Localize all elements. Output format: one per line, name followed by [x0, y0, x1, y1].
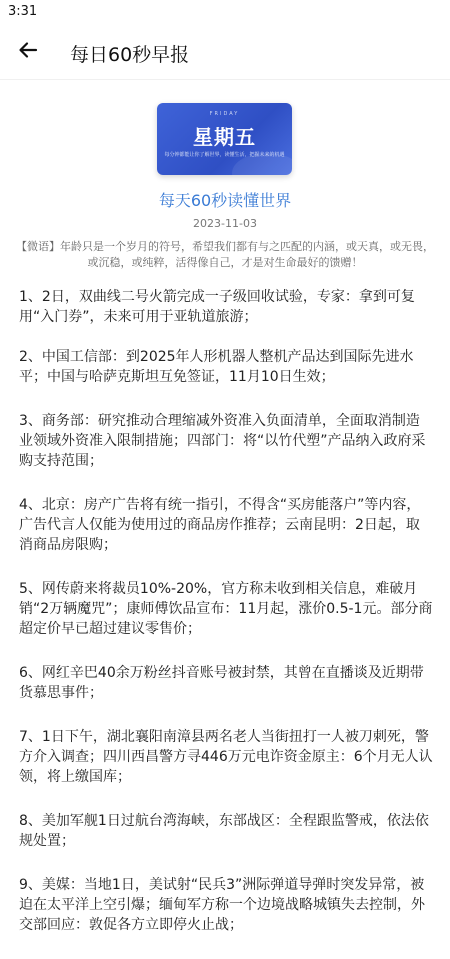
issue-date: 2023-11-03 — [193, 217, 257, 230]
banner-decoration — [232, 153, 302, 193]
news-item: 8、美加军舰1日过航台湾海峡，东部战区：全程跟监警戒，依法依规处置； — [19, 813, 429, 849]
banner-weekday: 星期五 — [193, 125, 256, 149]
news-item: 9、美媒：当地1日，美试射“民兵3”洲际弹道导弹时突发异常，被迫在太平洋上空引爆；缅甸军方称一个边境战略城镇失去控制，外交部回应：敦促各方立即停火止战； — [19, 877, 425, 933]
banner-small-text: FRIDAY — [209, 111, 240, 117]
status-bar — [0, 0, 450, 24]
back-button[interactable] — [14, 38, 42, 66]
status-time: 3:31 — [8, 4, 38, 19]
banner-tagline: 每分钟都能让你了解世界，读懂生活，把握未来的机遇 — [164, 152, 285, 158]
arrow-left-icon — [18, 40, 38, 64]
slogan: 每天60秒读懂世界 — [158, 191, 292, 210]
news-item: 5、网传蔚来将裁员10%-20%，官方称未收到相关信息，难破月销“2万辆魔咒”；康师傅饮品宣布：11月起，涨价0.5-1元。部分商超定价早已超过建议零售价； — [19, 581, 433, 637]
article-content[interactable] — [0, 80, 450, 933]
news-item: 2、中国工信部：到2025年人形机器人整机产品达到国际先进水平；中国与哈萨克斯坦互免签证，11月10日生效； — [19, 349, 414, 385]
news-item: 4、北京：房产广告将有统一指引，不得含“买房能落户”等内容，广告代言人仅能为使用过的商品房作推荐；云南昆明：2日起，取消商品房限购； — [19, 497, 421, 553]
news-item: 6、网红辛巴40余万粉丝抖音账号被封禁，其曾在直播谈及近期带货慕思事件； — [19, 665, 424, 701]
daily-quote: 【微语】年龄只是一个岁月的符号，希望我们都有与之匹配的内涵，或天真，或无畏，或沉稳，或纯粹，活得像自己，才是对生命最好的馈赠！ — [16, 240, 434, 269]
weekday-banner — [157, 103, 292, 175]
app-bar — [0, 24, 450, 80]
news-item: 1、2日，双曲线二号火箭完成一子级回收试验，专家：拿到可复用“入门券”，未来可用于亚轨道旅游； — [19, 289, 415, 325]
news-item: 7、1日下午，湖北襄阳南漳县两名老人当街扭打一人被刀刺死，警方介入调查；四川西昌警方寻446万元电诈资金原主：6个月无人认领，将上缴国库； — [19, 729, 433, 785]
news-list — [19, 287, 433, 959]
news-item: 3、商务部：研究推动合理缩减外资准入负面清单，全面取消制造业领域外资准入限制措施；四部门：将“以竹代塑”产品纳入政府采购支持范围； — [19, 413, 426, 469]
page-title: 每日60秒早报 — [70, 44, 190, 66]
